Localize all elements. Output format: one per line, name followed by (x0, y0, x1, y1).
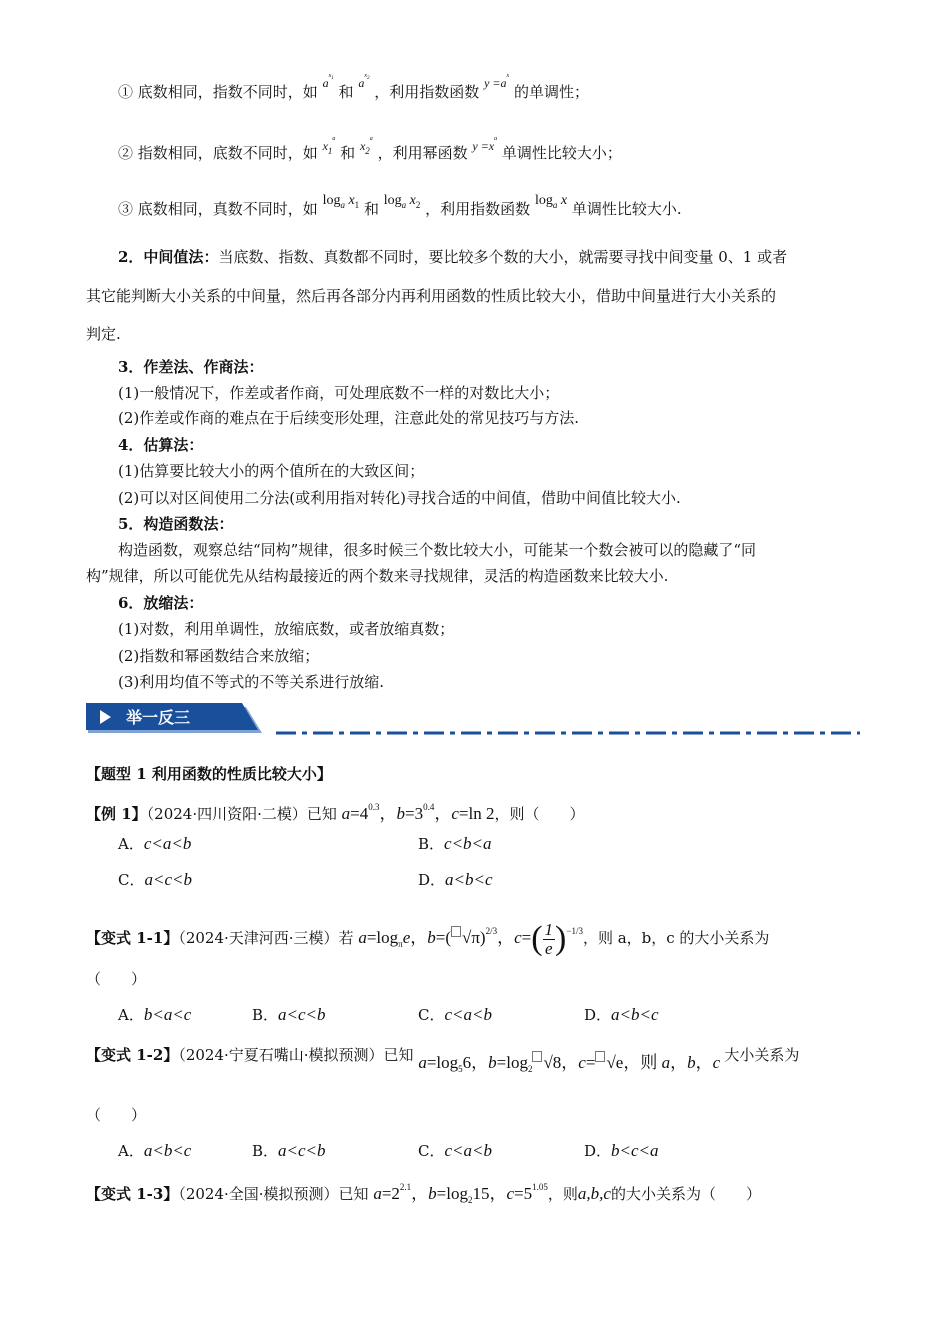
v12-option-a[interactable]: A．a<b<c (118, 1141, 192, 1160)
method-4-item2: (2)可以对区间使用二分法(或利用指对转化)寻找合适的中间值，借助中间值比较大小. (118, 489, 681, 507)
rule-1: ① 底数相同，指数不同时，如 $^{a^{x_1}}$ 和 $^{a^{x_2}}$ ，利用指数函数 $^{y =a^x}$ 的单调性； (118, 73, 589, 101)
v11-option-b[interactable]: B．a<c<b (252, 1005, 326, 1024)
method-3-item1: (1)一般情况下，作差或者作商，可处理底数不一样的对数比大小； (118, 384, 560, 402)
math-x2-a: x2a (359, 136, 373, 156)
variant-1-2-stem: 【变式 1-2】（2024·宁夏石嘴山·模拟预测）已知 $a=\log_56$，$b=\log_2$ √8，c= √e，则 a，b，c 大小关系为 (86, 1046, 800, 1074)
method-5-line1: 构造函数，观察总结“同构”规律，很多时候三个数比较大小，可能某一个数会被可以的隐藏了“同 (118, 541, 757, 559)
method-6-item3: (3)利用均值不等式的不等关系进行放缩. (118, 673, 385, 691)
ex1-option-c[interactable]: C．a<c<b (118, 870, 192, 889)
variant-1-1-stem: 【变式 1-1】（2024·天津河西·三模）若 $a=\log_\pi e$，b=( √π)$^{2/3}$，c=( $\frac{1}{e}$ )$^{-1/3}$，则 a，b，c 的大小关系为 (86, 919, 770, 958)
v12-option-d[interactable]: D．b<c<a (584, 1141, 659, 1160)
math-log-x1: $\log_a x_1$ (322, 193, 360, 210)
method-2-line3: 判定. (86, 325, 121, 343)
v12-option-b[interactable]: B．a<c<b (252, 1141, 326, 1160)
ex1-option-b[interactable]: B．c<b<a (418, 834, 492, 853)
math-log-x2: $\log_a x_2$ (383, 193, 421, 210)
math-v12-values: $a=\log_56$，$b=\log_2$ √8，c= √e，则 a，b，c (418, 1053, 721, 1074)
math-v13-values: $a=2^{2.1}$，$b=\log_215$，$c=5^{1.05}$ (373, 1182, 548, 1205)
math-a-x1: ax1 (322, 73, 334, 90)
method-5-line2: 构”规律，所以可能优先从结构最接近的两个数来寻找规律，灵活的构造函数来比较大小. (86, 567, 669, 585)
method-6-item1: (1)对数，利用单调性，放缩底数，或者放缩真数； (118, 620, 455, 638)
math-y-ax: y =ax (484, 73, 510, 90)
method-4-item1: (1)估算要比较大小的两个值所在的大致区间； (118, 462, 425, 480)
ex1-option-a[interactable]: A．c<a<b (118, 834, 192, 853)
method-2-line1: 2．中间值法：当底数、指数、真数都不同时，要比较多个数的大小，就需要寻找中间变量 0、1 或者 (118, 248, 788, 266)
variant-1-2-paren: （ ） (86, 1106, 147, 1124)
ex1-option-d[interactable]: D．a<b<c (418, 870, 493, 889)
v11-option-c[interactable]: C．c<a<b (418, 1005, 492, 1024)
rule-3: ③ 底数相同，真数不同时，如 $\log_a x_1$ 和 $\log_a x_2$ ，利用指数函数 $\log_a x$ 单调性比较大小. (118, 193, 682, 218)
type-1-heading: 【题型 1 利用函数的性质比较大小】 (86, 765, 332, 783)
example-1-stem: 【例 1】（2024·四川资阳·二模）已知 $a=4^{0.3}$，$b=3^{0.4}$，c=ln 2，则（ ） (86, 802, 585, 823)
method-5-title: 5．构造函数法： (118, 515, 234, 533)
rule-2: ② 指数相同，底数不同时，如 $^{x_1^a}$ 和 $^{x_2^a}$ ，利用幂函数 $^{y =x^a}$ 单调性比较大小； (118, 136, 622, 162)
v11-option-a[interactable]: A．b<a<c (118, 1005, 192, 1024)
math-ex1-values: $a=4^{0.3}$，$b=3^{0.4}$，c=ln 2 (341, 802, 495, 823)
variant-1-3-stem: 【变式 1-3】（2024·全国·模拟预测）已知 $a=2^{2.1}$，$b=\log_215$，$c=5^{1.05}$，则a,b,c的大小关系为（ ） (86, 1182, 761, 1205)
math-a-x2: ax2 (358, 73, 370, 90)
v12-option-c[interactable]: C．c<a<b (418, 1141, 492, 1160)
method-2-line2: 其它能判断大小关系的中间量，然后再各部分内再利用函数的性质比较大小，借助中间量进行大小关系的 (86, 287, 777, 305)
variant-1-1-paren: （ ） (86, 970, 147, 988)
method-3-item2: (2)作差或作商的难点在于后续变形处理，注意此处的常见技巧与方法. (118, 409, 580, 427)
method-4-title: 4．估算法： (118, 436, 204, 454)
banner-label: 举一反三 (126, 708, 191, 727)
section-dash-line (276, 731, 860, 735)
method-3-title: 3．作差法、作商法： (118, 358, 264, 376)
math-y-xa: y =xa (472, 136, 498, 153)
method-6-title: 6．放缩法： (118, 594, 204, 612)
math-log-x: $\log_a x$ (534, 193, 568, 210)
method-6-item2: (2)指数和幂函数结合来放缩； (118, 647, 320, 665)
v11-option-d[interactable]: D．a<b<c (584, 1005, 659, 1024)
math-x1-a: x1a (322, 136, 336, 156)
section-banner (86, 703, 266, 737)
math-v11-values: $a=\log_\pi e$，b=( √π)$^{2/3}$，c=( $\frac{1}{e}$ )$^{-1/3}$ (358, 919, 583, 958)
